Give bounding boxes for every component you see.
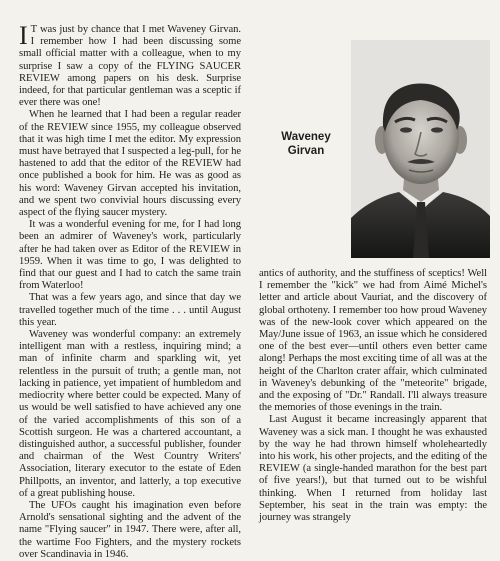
paragraph: Waveney was wonderful company: an extremely intelligent man with a restless, inquiring mind; a man of infinite charm and sparkling wit, yet relentless in the pursuit of truth; a gentle man, not lacking in patience, yet impatient of humbledom and mediocrity where better could be expected. Many of us would be well satisfied to have achieved any one of the varied accomplishments of this son of a Scottish surgeon. He was a chartered accountant, a distinguished author, a successful publisher, founder and chairman of the West Country Writers' Association, literary executor to the estate of Eden Phillpotts, an inventor, and latterly, a top executive of a great publishing house. [19,329,241,499]
paragraph [19,21,241,109]
paragraph: That was a few years ago, and since that day we travelled together much of the time . . . until August this year. [19,292,241,328]
caption-line: Waveney [281,131,331,143]
right-column [259,268,487,524]
caption-line: Girvan [287,145,325,157]
paragraph: antics of authority, and the stuffiness of sceptics! Well I remember the "kick" we had from Aimé Michel's letter and article about Vauriat, and the discovery of global orthoteny. I remember too how proud Waveney was of the new-look cover which appeared on the May/June issue of 1963, an issue which he considered one of the best ever—until others even better came along! Perhaps the most exciting time of all was at the height of the Charlton crater affair, which culminated in Waveney's debunking of the "meteorite" brigade, and the exposing of "Dr." Randall. I'll always treasure the memories of those evenings in the train. [259,268,487,414]
paragraph: The UFOs caught his imagination even before Arnold's sensational sighting and the advent of the name "Flying saucer" in 1947. There were, after all, the wartime Foo Fighters, and the mystery rockets over Scandinavia in 1946. [19,499,241,560]
portrait-illustration [351,40,490,258]
left-column [19,21,241,561]
paragraph: When he learned that I had been a regular reader of the REVIEW since 1955, my colleague observed that it was high time I met the editor. My expression must have betrayed that I suspected a leg-pull, for he hastened to add that the editor of the REVIEW had once published a book for him. He was as good as his word: Waveney Girvan accepted his invitation, and we spent two convivial hours discussing every aspect of the flying saucer mystery. [19,109,241,219]
portrait-photo [351,40,490,258]
photo-caption [272,130,340,158]
paragraph-text: T was just by chance that I met Waveney Girvan. I remember how I had been discussing some small official matter with a colleague, when to my surprise I saw a copy of the FLYING SAUCER REVIEW among papers on his desk. Surprise indeed, for that particular gentleman was a sceptic if ever there was one! [19,24,241,109]
paragraph: Last August it became increasingly apparent that Waveney was a sick man. I thought he was exhausted by the way he had thrown himself wholeheartedly into his work, his other projects, and the editing of the REVIEW (a single-handed marathon for the best part of five years!), but that turned out to be wishful thinking. When I returned from holiday last September, his seat in the train was empty: the journey was strangely [259,414,487,524]
paragraph: It was a wonderful evening for me, for I had long been an admirer of Waveney's work, particularly after he had taken over as Editor of the REVIEW in 1959. When it was time to go, I was delighted to find that our guest and I had to catch the same train from Waterloo! [19,219,241,292]
drop-cap: I [19,21,28,50]
